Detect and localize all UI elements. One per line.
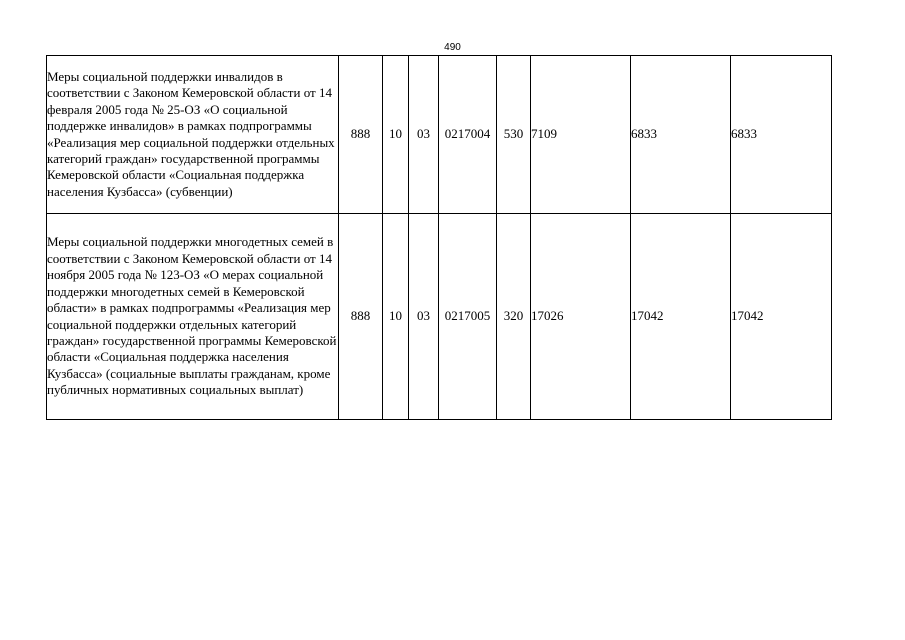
amount-3: 6833 — [731, 56, 832, 214]
row-description: Меры социальной поддержки многодетных семей в соответствии с Законом Кемеровской области от 14 ноября 2005 года № 123-ОЗ «О мерах социальной поддержки многодетных семей в Кемеровской области» в рамках подпрограммы «Реализация мер социальной поддержки отдельных категорий граждан» государственной программы Кемеровской области «Социальная поддержка населения Кузбасса» (социальные выплаты гражданам, кроме публичных нормативных социальных выплат) — [47, 214, 339, 420]
amount-1: 17026 — [531, 214, 631, 420]
expense-type-code: 320 — [497, 214, 531, 420]
budget-table — [46, 55, 832, 420]
ministry-code: 888 — [339, 56, 383, 214]
ministry-code: 888 — [339, 214, 383, 420]
amount-3: 17042 — [731, 214, 832, 420]
expense-type-code: 530 — [497, 56, 531, 214]
section-code: 10 — [383, 214, 409, 420]
table-row — [47, 56, 832, 214]
table-row — [47, 214, 832, 420]
row-description: Меры социальной поддержки инвалидов в соответствии с Законом Кемеровской области от 14 февраля 2005 года № 25-ОЗ «О социальной поддержке инвалидов» в рамках подпрограммы «Реализация мер социальной поддержки отдельных категорий граждан» государственной программы Кемеровской области «Социальная поддержка населения Кузбасса» (субвенции) — [47, 56, 339, 214]
amount-1: 7109 — [531, 56, 631, 214]
amount-2: 6833 — [631, 56, 731, 214]
subsection-code: 03 — [409, 214, 439, 420]
target-article-code: 0217004 — [439, 56, 497, 214]
subsection-code: 03 — [409, 56, 439, 214]
section-code: 10 — [383, 56, 409, 214]
amount-2: 17042 — [631, 214, 731, 420]
target-article-code: 0217005 — [439, 214, 497, 420]
page-number: 490 — [444, 42, 461, 53]
